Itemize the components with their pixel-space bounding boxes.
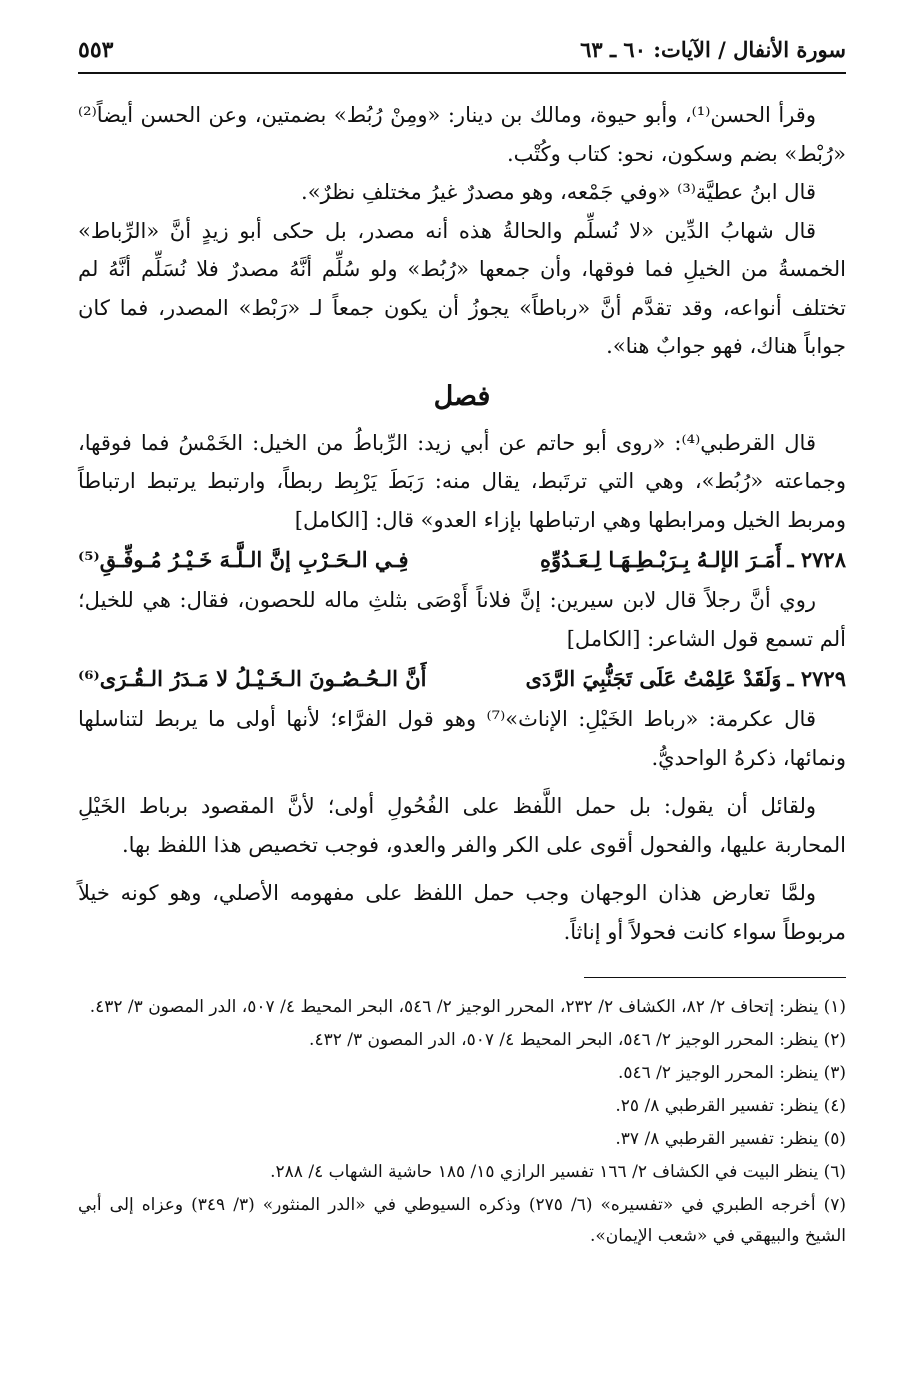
section-title: فصل xyxy=(433,380,491,412)
paragraph-conclusion: ولمَّا تعارض هذان الوجهان وجب حمل اللفظ على مفهومه الأصلي، وهو كونه خيلاً مربوطاً سواء كانت فحولاً أو إناثاً. xyxy=(78,881,846,944)
paragraph-ibn-atiyya: قال ابنُ عطيَّة⁽³⁾ «وفي جَمْعه، وهو مصدرٌ غيرُ مختلفِ نظرٌ». xyxy=(301,180,816,204)
footnote-separator xyxy=(584,977,846,978)
footnote-1: (١) ينظر: إتحاف ٢/ ٨٢، الكشاف ٢/ ٢٣٢، المحرر الوجيز ٢/ ٥٤٦، البحر المحيط ٤/ ٥٠٧، الدر المصون ٣/ ٤٣٢. xyxy=(89,997,846,1017)
verse-number: ٢٧٢٨ ـ xyxy=(787,547,846,572)
verse-hemistich-first: أَمَـرَ الإلـهُ بِـرَبْـطِـهَـا لِـعَـدُوِّهِ xyxy=(540,547,782,572)
page-header xyxy=(78,34,846,74)
running-title: سورة الأنفال / الآيات: ٦٠ ـ ٦٣ xyxy=(580,37,846,62)
verse-hemistich-first: وَلَقَدْ عَلِمْتُ عَلَى تَجَنُّبِيَ الرَّدَى xyxy=(525,666,782,691)
paragraph-ibn-sirin: روي أنَّ رجلاً قال لابن سيرين: إنَّ فلاناً أَوْصَى بثلثِ ماله للحصون، فقال: هي للخيل؛ ألم تسمع قول الشاعر: [الكامل] xyxy=(78,588,846,651)
paragraph-objection: ولقائل أن يقول: بل حمل اللَّفظ على الفُحُولِ أولى؛ لأنَّ المقصود برباط الخَيْلِ المحاربة عليها، والفحول أقوى على الكر والفر والعدو، فوجب تخصيص هذا اللفظ بها. xyxy=(78,794,846,857)
paragraph-shihab: قال شهابُ الدِّين «لا نُسلِّم والحالةُ هذه أنه مصدر، بل حكى أبو زيدٍ أنَّ «الرِّباط» الخمسةُ من الخيلِ فما فوقها، وأن جمعها «رُبُط» ولو سُلِّم أنَّهُ مصدرٌ فلا نُسَلِّم أنَّهُ لم تختلف أنواعه، وقد تقدَّم أنَّ «رباطاً» يجوزُ أن يكون جمعاً لـ «رَبْط» المصدر، فما كان جواباً هناك، فهو جوابٌ هنا». xyxy=(78,218,846,358)
book-page xyxy=(78,34,846,1364)
paragraph-readings: وقرأ الحسن⁽¹⁾، وأبو حيوة، ومالك بن دينار: «ومِنْ رُبُط» بضمتين، وعن الحسن أيضاً⁽²⁾ «رُبْط» بضم وسكون، نحو: كتاب وكُتْب. xyxy=(78,103,846,166)
page-number: ٥٥٣ xyxy=(78,37,114,63)
footnote-3: (٣) ينظر: المحرر الوجيز ٢/ ٥٤٦. xyxy=(617,1063,846,1083)
footnote-7: (٧) أخرجه الطبري في «تفسيره» (٦/ ٢٧٥) وذكره السيوطي في «الدر المنثور» (٣/ ٣٤٩) وعزاه إلى أبي الشيخ والبيهقي في «شعب الإيمان». xyxy=(78,1195,846,1246)
footnote-5: (٥) ينظر: تفسير القرطبي ٨/ ٣٧. xyxy=(615,1129,846,1149)
footnotes xyxy=(78,992,846,1252)
verse-2728 xyxy=(78,539,846,581)
paragraph-qurtubi: قال القرطبي⁽⁴⁾: «روى أبو حاتم عن أبي زيد: الرِّباطُ من الخيل: الخَمْسُ فما فوقها، وجماعته «رُبُط»، وهي التي ترتَبط، يقال منه: رَبَطَ يَرْبِط ربطاً، وارتبط يرتبط ارتباطاً ومربط الخيل ومرابطها وهي ارتباطها بإزاء العدو» قال: [الكامل] xyxy=(78,430,846,532)
verse-hemistich-second: أَنَّ الـحُـصُـونَ الـخَـيْـلُ لا مَـدَرُ الـقُـرَى⁽⁶⁾ xyxy=(78,666,427,691)
verse-2729 xyxy=(78,658,846,700)
footnote-2: (٢) ينظر: المحرر الوجيز ٢/ ٥٤٦، البحر المحيط ٤/ ٥٠٧، الدر المصون ٣/ ٤٣٢. xyxy=(309,1030,846,1050)
footnote-4: (٤) ينظر: تفسير القرطبي ٨/ ٢٥. xyxy=(615,1096,846,1116)
paragraph-ikrima: قال عكرمة: «رباط الخَيْلِ: الإناث»⁽⁷⁾ وهو قول الفرَّاء؛ لأنها أولى ما يربط لتناسلها ونمائها، ذكرهُ الواحديُّ. xyxy=(78,707,846,770)
verse-hemistich-second: فِـي الـحَـرْبِ إنَّ الـلَّـهَ خَـيْـرُ مُـوفِّـقِ⁽⁵⁾ xyxy=(78,547,409,572)
footnote-separator-wrap xyxy=(78,951,846,992)
footnote-6: (٦) ينظر البيت في الكشاف ٢/ ١٦٦ تفسير الرازي ١٥/ ١٨٥ حاشية الشهاب ٤/ ٢٨٨. xyxy=(270,1162,846,1182)
verse-number: ٢٧٢٩ ـ xyxy=(787,666,846,691)
